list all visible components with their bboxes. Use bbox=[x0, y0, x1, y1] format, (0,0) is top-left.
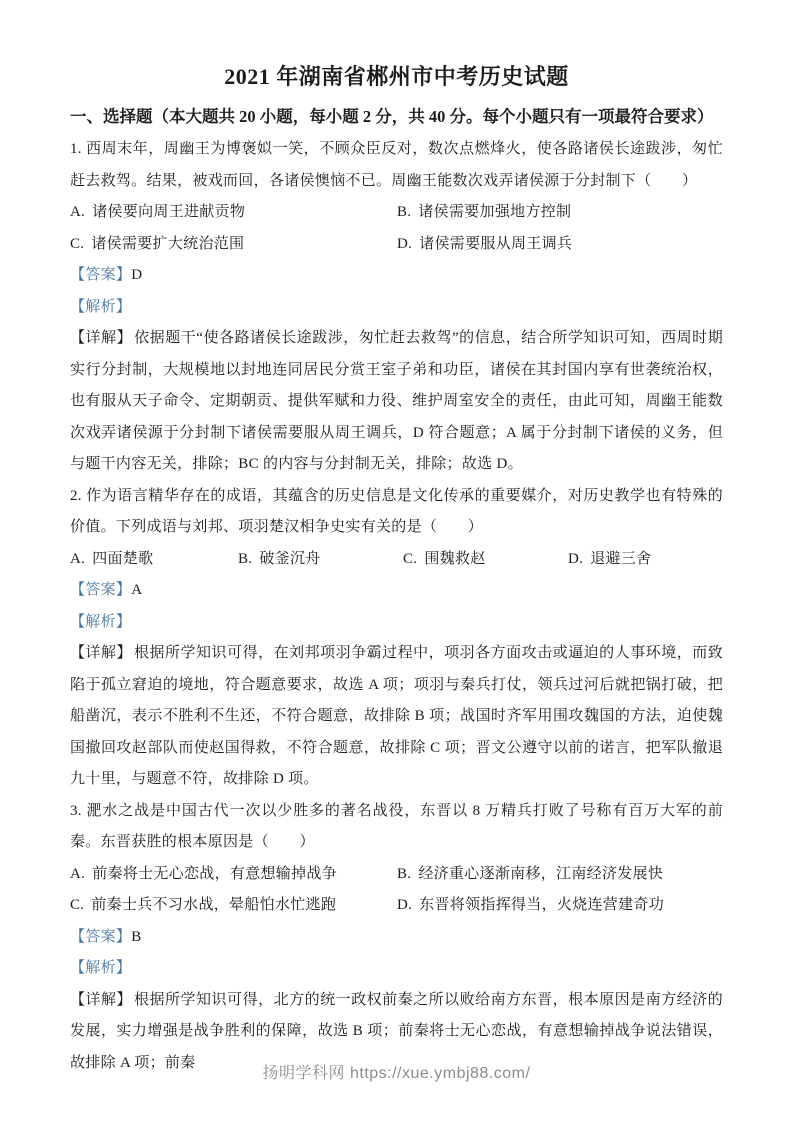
option-b bbox=[397, 197, 723, 229]
option-key: A. bbox=[70, 865, 86, 882]
answer-label: 【答案】 bbox=[70, 582, 132, 598]
option-text: 前秦将士无心恋战，有意想输掉战争 bbox=[92, 865, 337, 882]
page-title: 2021 年湖南省郴州市中考历史试题 bbox=[224, 64, 569, 89]
option-text: 诸侯需要加强地方控制 bbox=[418, 204, 572, 220]
answer-value: A bbox=[131, 582, 143, 598]
question-block-2 bbox=[70, 481, 723, 796]
detail-label: 【详解】 bbox=[70, 645, 133, 661]
option-d bbox=[397, 890, 723, 922]
option-key: B. bbox=[238, 550, 253, 567]
analysis-label: 【解析】 bbox=[70, 960, 132, 976]
option-text: 诸侯需要扩大统治范围 bbox=[91, 235, 245, 252]
option-c bbox=[70, 229, 397, 261]
analysis-label: 【解析】 bbox=[70, 298, 132, 315]
question-block-3 bbox=[70, 796, 723, 1080]
option-key: C. bbox=[70, 235, 85, 252]
footer-link[interactable]: 扬明学科网 https://xue.ymbj88.com/ bbox=[262, 1065, 531, 1082]
option-a bbox=[70, 544, 238, 576]
option-key: D. bbox=[397, 897, 413, 913]
option-text: 经济重心逐渐南移，江南经济发展快 bbox=[418, 865, 664, 882]
answer-label: 【答案】 bbox=[70, 928, 132, 945]
detail-label: 【详解】 bbox=[70, 991, 133, 1008]
detail-label: 【详解】 bbox=[70, 330, 133, 346]
option-text: 退避三舍 bbox=[590, 550, 652, 567]
options-row bbox=[70, 890, 723, 922]
option-c bbox=[70, 890, 397, 922]
option-text: 前秦士兵不习水战，晕船怕水忙逃跑 bbox=[91, 897, 337, 913]
option-key: B. bbox=[397, 865, 412, 882]
option-key: C. bbox=[70, 897, 85, 913]
answer-line bbox=[70, 575, 723, 607]
option-a bbox=[70, 859, 397, 891]
options-row bbox=[70, 197, 723, 229]
question-block-1 bbox=[70, 134, 723, 481]
answer-value: B bbox=[131, 928, 142, 945]
option-key: B. bbox=[397, 204, 412, 220]
analysis-label: 【解析】 bbox=[70, 613, 132, 630]
document-body bbox=[70, 134, 723, 1079]
answer-line bbox=[70, 922, 723, 954]
question-number: 3. bbox=[70, 802, 82, 819]
question-stem-text: 作为语言精华存在的成语，其蕴含的历史信息是文化传承的重要媒介，对历史教学也有特殊的价值。下列成语与刘邦、项羽楚汉相争史实有关的是（ ） bbox=[70, 487, 723, 535]
option-key: A. bbox=[70, 550, 86, 567]
option-b bbox=[397, 859, 723, 891]
question-number: 2. bbox=[70, 487, 82, 504]
option-text: 破釜沉舟 bbox=[259, 550, 321, 567]
option-a bbox=[70, 197, 397, 229]
question-stem bbox=[70, 481, 723, 544]
option-text: 东晋将领指挥得当，火烧连营建奇功 bbox=[419, 897, 664, 913]
option-key: C. bbox=[403, 550, 418, 567]
option-b bbox=[238, 544, 403, 576]
option-key: D. bbox=[568, 550, 584, 567]
detail-text: 根据所学知识可得，在刘邦项羽争霸过程中，项羽各方面攻击或逼迫的人事环境，而致陷于孤立窘迫的境地，符合题意要求，故选 A 项；项羽与秦兵打仗，领兵过河后就把锅打破，把船凿沉，表示不胜利不生还，不符合题意，故排除 B 项；战国时齐军用围攻魏国的方法，迫使魏国撤回攻赵部队而使赵国得救，不符合题意，故排除 C 项；晋文公遵守以前的诺言，把军队撤退九十里，与题意不符，故排除 D 项。 bbox=[70, 645, 724, 787]
answer-label: 【答案】 bbox=[70, 267, 132, 283]
section-heading: 一、选择题（本大题共 20 小题，每小题 2 分，共 40 分。每个小题只有一项最符合要求） bbox=[70, 107, 714, 126]
question-number: 1. bbox=[70, 141, 82, 157]
detail-text: 依据题干“使各路诸侯长途跋涉，匆忙赶去救驾”的信息，结合所学知识可知，西周时期实行分封制，大规模地以封地连同居民分赏王室子弟和功臣，诸侯在其封国内享有世袭统治权，也有服从天子命令、定期朝贡、提供军赋和力役、维护周室安全的责任，由此可知，周幽王能数次戏弄诸侯源于分封制下诸侯需要服从周王调兵，D 符合题意；A 属于分封制下诸侯的义务，但与题干内容无关，排除；BC 的内容与分封制无关，排除；故选 D。 bbox=[70, 330, 723, 472]
option-c bbox=[403, 544, 568, 576]
option-key: A. bbox=[70, 204, 86, 220]
options-row bbox=[70, 544, 723, 576]
option-text: 四面楚歌 bbox=[92, 550, 154, 567]
question-stem-text: 西周末年，周幽王为博褒姒一笑，不顾众臣反对，数次点燃烽火，使各路诸侯长途跋涉，匆忙赶去救驾。结果，被戏而回，各诸侯懊恼不已。周幽王能数次戏弄诸侯源于分封制下（ ） bbox=[70, 141, 723, 189]
option-text: 诸侯需要服从周王调兵 bbox=[419, 235, 573, 252]
question-stem-text: 淝水之战是中国古代一次以少胜多的著名战役，东晋以 8 万精兵打败了号称有百万大军的前秦。东晋获胜的根本原因是（ ） bbox=[70, 802, 723, 850]
detail-paragraph bbox=[70, 323, 723, 481]
options-row bbox=[70, 229, 723, 261]
option-text: 围魏救赵 bbox=[424, 550, 486, 567]
answer-line bbox=[70, 260, 723, 292]
question-stem bbox=[70, 134, 723, 197]
question-stem bbox=[70, 796, 723, 859]
answer-value: D bbox=[131, 267, 143, 283]
option-text: 诸侯要向周王进献贡物 bbox=[92, 204, 246, 220]
detail-paragraph bbox=[70, 638, 723, 796]
footer-watermark bbox=[0, 1062, 793, 1086]
detail-text: 根据所学知识可得，北方的统一政权前秦之所以败给南方东晋，根本原因是南方经济的发展，实力增强是战争胜利的保障，故选 B 项；前秦将士无心恋战，有意想输掉战争说法错误，故排除 A 项；前秦 bbox=[70, 991, 724, 1071]
option-d bbox=[397, 229, 723, 261]
option-key: D. bbox=[397, 235, 413, 252]
option-d bbox=[568, 544, 723, 576]
options-row bbox=[70, 859, 723, 891]
